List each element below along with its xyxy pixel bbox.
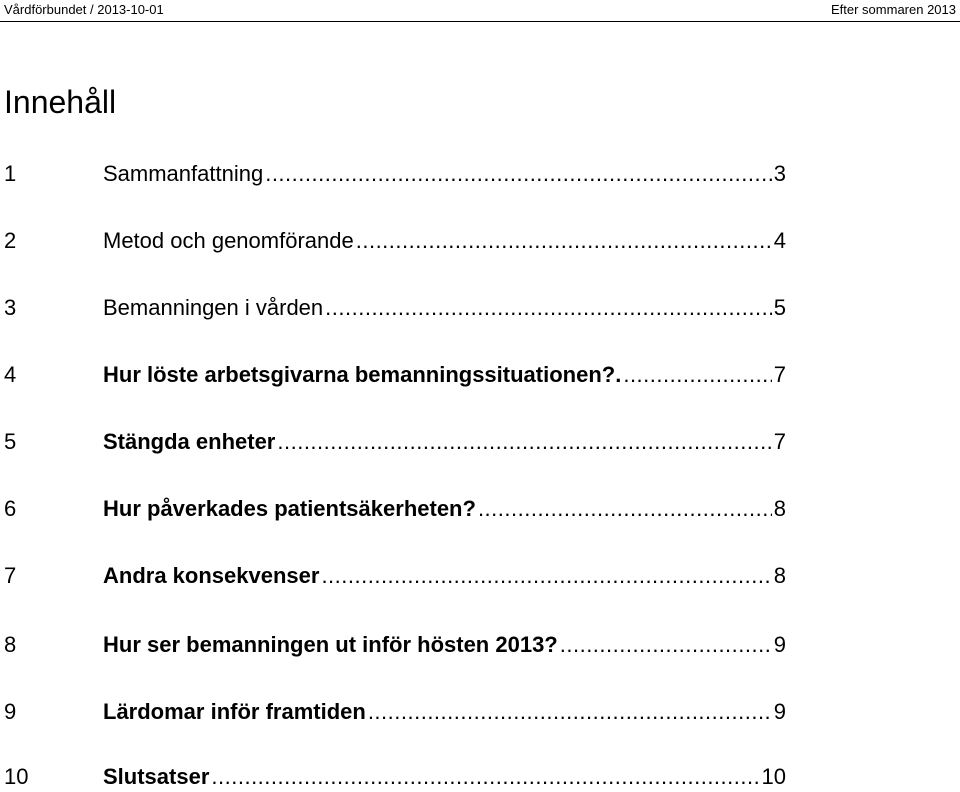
toc-dot-leader (265, 159, 772, 189)
header-left-text: Vårdförbundet / 2013-10-01 (4, 2, 164, 17)
toc-dot-leader (321, 561, 771, 591)
toc-dot-leader (277, 427, 771, 457)
toc-entry-page[interactable]: 7 (773, 362, 786, 387)
toc-entry-number: 1 (4, 161, 17, 186)
toc-entry-page[interactable]: 8 (773, 496, 786, 521)
toc-dot-leader (623, 360, 771, 390)
header-right-text: Efter sommaren 2013 (830, 2, 956, 17)
toc-entry-8[interactable] (0, 630, 786, 660)
toc-dot-leader (325, 293, 772, 323)
toc-dot-leader (211, 762, 759, 792)
toc-entry-6[interactable] (0, 494, 786, 524)
page-header (0, 0, 960, 22)
toc-entry-number: 7 (4, 563, 17, 588)
toc-entry-10[interactable] (0, 762, 786, 792)
toc-entry-page[interactable]: 7 (773, 429, 786, 454)
toc-entry-page[interactable]: 9 (773, 632, 786, 657)
toc-entry-number: 2 (4, 228, 17, 253)
toc-entry-number: 3 (4, 295, 17, 320)
toc-entry-9[interactable] (0, 697, 786, 727)
toc-entry-4[interactable] (0, 360, 786, 390)
toc-entry-title[interactable]: Sammanfattning (103, 161, 264, 186)
toc-entry-7[interactable] (0, 561, 786, 591)
toc-entry-page[interactable]: 5 (773, 295, 786, 320)
toc-dot-leader (560, 630, 772, 660)
toc-entry-2[interactable] (0, 226, 786, 256)
toc-entry-title[interactable]: Hur löste arbetsgivarna bemanningssituationen?. (103, 362, 622, 387)
toc-entry-title[interactable]: Andra konsekvenser (103, 563, 320, 588)
toc-entry-page[interactable]: 8 (773, 563, 786, 588)
toc-dot-leader (356, 226, 772, 256)
toc-entry-page[interactable]: 4 (773, 228, 786, 253)
toc-entry-title[interactable]: Hur påverkades patientsäkerheten? (103, 496, 476, 521)
toc-entry-title[interactable]: Hur ser bemanningen ut inför hösten 2013? (103, 632, 558, 657)
toc-dot-leader (478, 494, 772, 524)
toc-entry-title[interactable]: Bemanningen i vården (103, 295, 324, 320)
toc-entry-1[interactable] (0, 159, 786, 189)
toc-entry-title[interactable]: Slutsatser (103, 764, 210, 789)
toc-entry-number: 6 (4, 496, 17, 521)
toc-entry-title[interactable]: Lärdomar inför framtiden (103, 699, 366, 724)
toc-entry-number: 5 (4, 429, 17, 454)
toc-entry-title[interactable]: Stängda enheter (103, 429, 276, 454)
toc-entry-number: 10 (4, 764, 29, 789)
toc-title: Innehåll (4, 84, 117, 120)
toc-dot-leader (368, 697, 772, 727)
toc-entry-page[interactable]: 10 (761, 764, 786, 789)
toc-entry-title[interactable]: Metod och genomförande (103, 228, 354, 253)
toc-entry-3[interactable] (0, 293, 786, 323)
toc-entry-page[interactable]: 3 (773, 161, 786, 186)
toc-entry-number: 8 (4, 632, 17, 657)
toc-entry-5[interactable] (0, 427, 786, 457)
toc-entry-page[interactable]: 9 (773, 699, 786, 724)
toc-entry-number: 4 (4, 362, 17, 387)
toc-entry-number: 9 (4, 699, 17, 724)
header-divider (0, 21, 960, 22)
